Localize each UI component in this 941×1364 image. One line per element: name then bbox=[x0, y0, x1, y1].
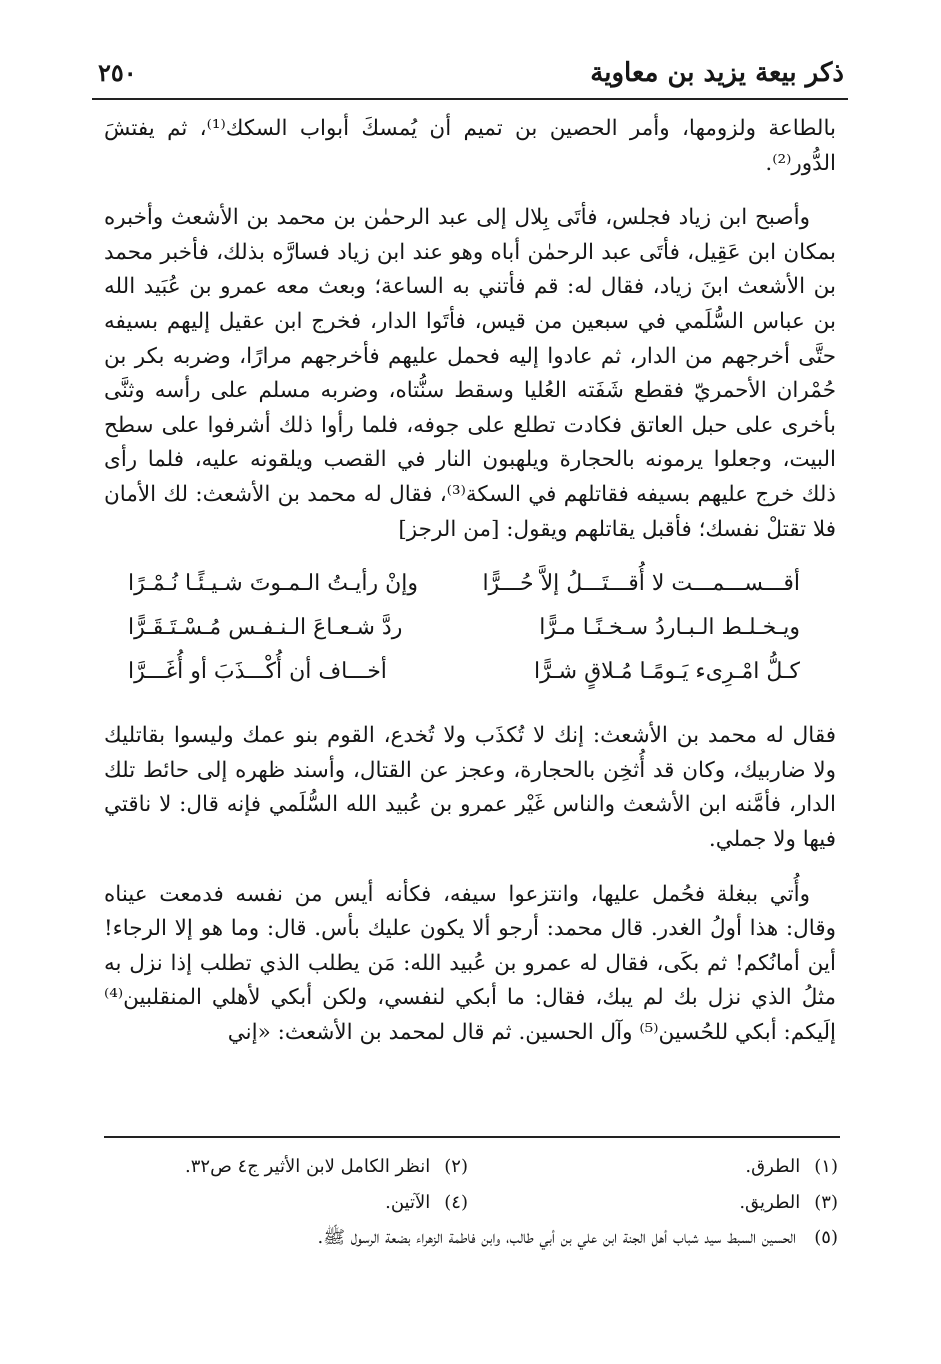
footnote-row bbox=[104, 1152, 840, 1188]
verse-first-hemistich: كـلُّ امْـرِىء يَـومًـا مُـلاقٍ شـرًّا bbox=[533, 659, 800, 685]
verse-first-hemistich: ويـخـلـط الـبـاردُ سـخـنًـا مـرًّا bbox=[539, 615, 800, 641]
poem-block bbox=[104, 567, 836, 699]
footnote bbox=[739, 1192, 838, 1213]
poem-verse bbox=[104, 611, 836, 655]
footnotes bbox=[104, 1136, 840, 1252]
paragraph: وأُتي ببغلة فحُمل عليها، وانتزعوا سيفه، فكأنه أيس من نفسه فدمعت عيناه وقال: هذا أولُ الغدر. قال محمد: أرجو ألا يكون عليك بأس. قال: وما هو إلا الرجاء! أين أمانُكم! ثم بكَى، فقال له عمرو بن عُبيد الله: مَن يطلب الذي تطلب إذا نزل به مثلُ الذي نزل بك لم يبك، فقال: ما أبكي لنفسي، ولكن أبكي لأهلي المنقلبين⁽⁴⁾ إلَيكم: أبكي للحُسين⁽⁵⁾ وآل الحسين. ثم قال لمحمد بن الأشعث: «إني bbox=[104, 881, 836, 1045]
page-title: ذكر بيعة يزيد بن معاوية bbox=[590, 58, 844, 88]
footnote bbox=[104, 1224, 840, 1252]
page-number: ٢٥٠ bbox=[98, 58, 137, 87]
footnote-text: الطريق. bbox=[739, 1192, 801, 1213]
footnote-number: (١) bbox=[814, 1156, 838, 1177]
footnote-text: الطرق. bbox=[745, 1156, 801, 1177]
footnote bbox=[185, 1156, 468, 1177]
running-header bbox=[92, 52, 848, 100]
footnote-number: (٣) bbox=[814, 1192, 838, 1213]
footnote-number: (٤) bbox=[444, 1192, 468, 1213]
paragraph: بالطاعة ولزومها، وأمر الحصين بن تميم أن يُمسكَ أبواب السكك⁽¹⁾، ثم يفتشَ الدُّور⁽²⁾. bbox=[104, 116, 836, 176]
poem-verse bbox=[104, 655, 836, 699]
verse-first-hemistich: أقـــســـمـــت لا أُقـــتَـــلُ إلاَّ حُـــرًّا bbox=[482, 571, 800, 597]
verse-second-hemistich: ردَّ شـعـاعَ الـنـفـس مُـسْـتَـقَـرًّا bbox=[128, 615, 403, 641]
footnote-text: الحسين السبط سيد شباب أهل الجنة ابن علي بن أبي طالب، وابن فاطمة الزهراء بضعة الرسول ﷺ. bbox=[317, 1227, 796, 1248]
footnote-number: (٥) bbox=[814, 1227, 838, 1248]
verse-second-hemistich: وإنْ رأيـتُ الـمـوتَ شـيـئًـا نُـمْـرًا bbox=[128, 571, 419, 597]
paragraph: فقال له محمد بن الأشعث: إنك لا تُكذَب ولا تُخدع، القوم بنو عمك وليسوا بقاتليك ولا ضاربيك، وكان قد أُثخِن بالحجارة، وعجز عن القتال، وأسند ظهره إلى حائط تلك الدار، فأمَّنه ابن الأشعث والناس غَيْر عمرو بن عُبيد الله السُّلَمي فإنه قال: لا ناقتي فيها ولا جملي. bbox=[104, 723, 836, 852]
main-text bbox=[104, 112, 836, 1070]
footnote bbox=[385, 1192, 468, 1213]
poem-verse bbox=[104, 567, 836, 611]
footnote-number: (٢) bbox=[444, 1156, 468, 1177]
footnote-text: انظر الكامل لابن الأثير ج٤ ص٣٢. bbox=[185, 1156, 431, 1177]
verse-second-hemistich: أخـــاف أن أُكْـــذَبَ أو أُغَـــرَّا bbox=[128, 659, 387, 685]
footnote-row bbox=[104, 1188, 840, 1224]
paragraph: وأصبح ابن زياد فجلس، فأتَى بِلال إلى عبد الرحمٰن بن محمد بن الأشعث وأخبره بمكان ابن عَقِيل، فأتَى عبد الرحمٰن أباه وهو عند ابن زياد فسارَّه بذلك، فأخبر محمد بن الأشعث ابنَ زياد، فقال له: قم فأتني به الساعة؛ وبعث معه عمرو بن عُبَيد الله بن عباس السُّلَمي في سبعين من قيس، فأتَوا الدار، فخرج ابن عقيل إليهم بسيفه حتَّى أخرجهم من الدار، ثم عادوا إليه فحمل عليهم فأخرجهم مرارًا، وضربه بكر بن حُمْران الأحمريّ فقطع شَفَته العُليا وسقط سنُّتاه، وضربه مسلم على رأسه وثنَّى بأخرى على حبل العاتق فكادت تطلع على جوفه، فلما رأوا ذلك أشرفوا على سطح البيت، وجعلوا يرمونه بالحجارة ويلهبون النار في القصب ويلقونه عليه، فلما رأى ذلك خرج عليهم بسيفه فقاتلهم في السكة⁽³⁾، فقال له محمد بن الأشعث: لك الأمان فلا تقتلْ نفسك؛ فأقبل يقاتلهم ويقول: [من الرجز] bbox=[104, 205, 836, 542]
footnote-text: الآتين. bbox=[385, 1192, 431, 1213]
footnote bbox=[745, 1156, 838, 1177]
